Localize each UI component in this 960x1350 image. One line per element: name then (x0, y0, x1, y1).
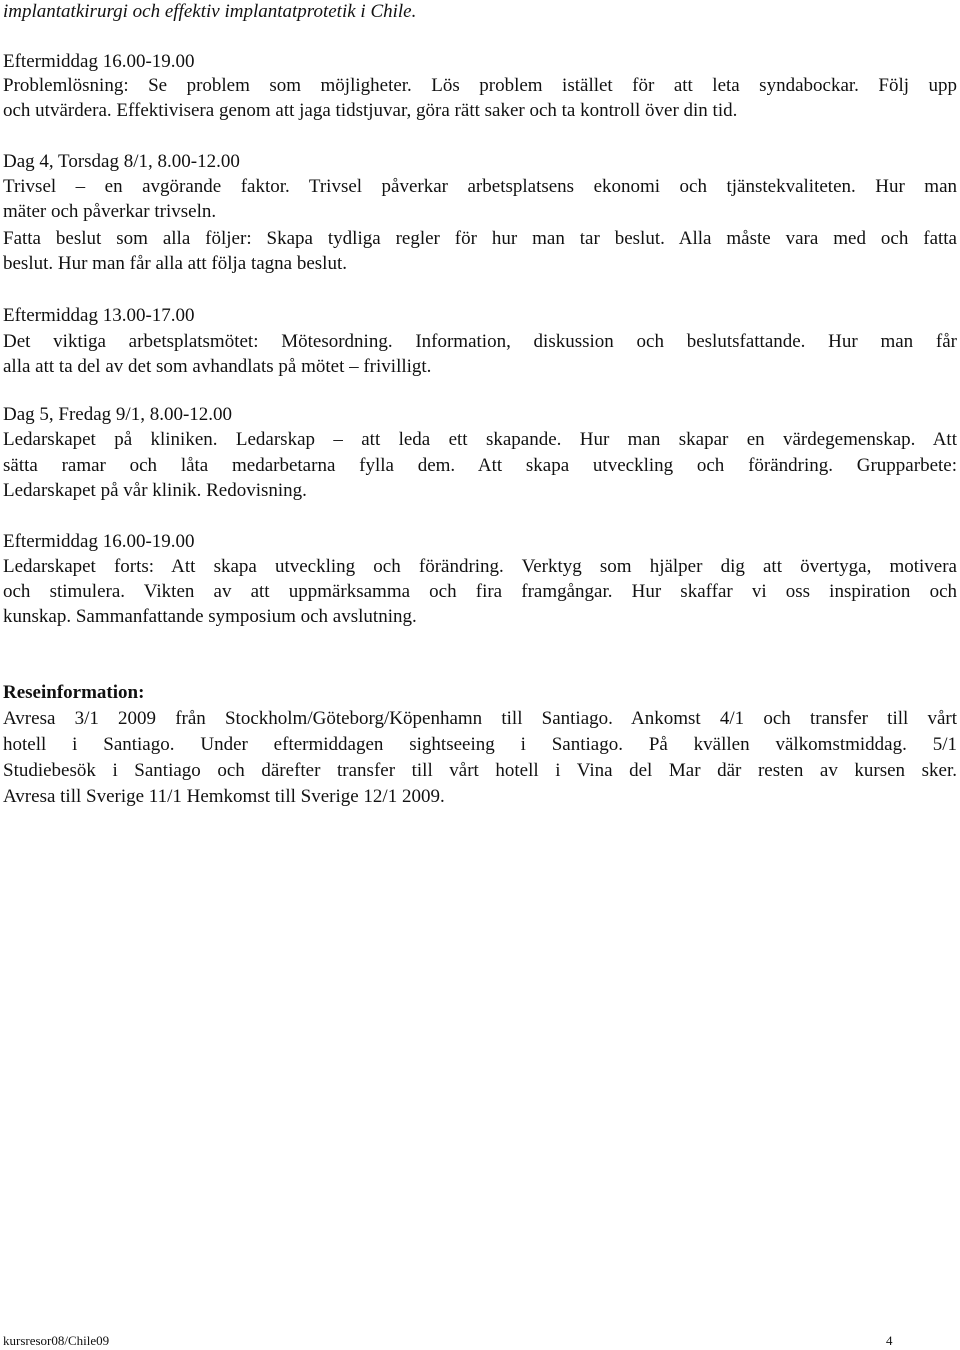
paragraph-line: Det viktiga arbetsplatsmötet: Mötesordning. Information, diskussion och beslutsfattande. Hur man får (3, 331, 957, 352)
paragraph-line: och stimulera. Vikten av att uppmärksamma och fira framgångar. Hur skaffar vi oss inspiration och (3, 581, 957, 602)
paragraph-line: Ledarskapet forts: Att skapa utveckling och förändring. Verktyg som hjälper dig att övertyga, motivera (3, 556, 957, 577)
paragraph-line: Problemlösning: Se problem som möjligheter. Lös problem istället för att leta syndabockar. Följ upp (3, 75, 957, 96)
section-heading: Dag 5, Fredag 9/1, 8.00-12.00 (3, 404, 233, 425)
paragraph-line: och utvärdera. Effektivisera genom att jaga tidstjuvar, göra rätt saker och ta kontroll över din tid. (3, 100, 738, 121)
footer-page-number: 4 (886, 1333, 893, 1348)
paragraph-line: kunskap. Sammanfattande symposium och avslutning. (3, 606, 417, 627)
paragraph-line: Studiebesök i Santiago och därefter transfer till vårt hotell i Vina del Mar där resten av kursen sker. (3, 760, 957, 781)
section-heading: Eftermiddag 13.00-17.00 (3, 305, 195, 326)
section-heading: Eftermiddag 16.00-19.00 (3, 531, 195, 552)
intro-line: implantatkirurgi och effektiv implantatprotetik i Chile. (3, 1, 417, 22)
paragraph-line: beslut. Hur man får alla att följa tagna beslut. (3, 253, 347, 274)
paragraph-line: sätta ramar och låta medarbetarna fylla dem. Att skapa utveckling och förändring. Grupparbete: (3, 455, 957, 476)
paragraph-line: Avresa 3/1 2009 från Stockholm/Göteborg/Köpenhamn till Santiago. Ankomst 4/1 och transfer till vårt (3, 708, 957, 729)
paragraph-line: alla att ta del av det som avhandlats på mötet – frivilligt. (3, 356, 432, 377)
paragraph-line: hotell i Santiago. Under eftermiddagen sightseeing i Santiago. På kvällen välkomstmiddag. 5/1 (3, 734, 957, 755)
paragraph-line: Avresa till Sverige 11/1 Hemkomst till Sverige 12/1 2009. (3, 786, 445, 807)
paragraph-line: mäter och påverkar trivseln. (3, 201, 217, 222)
footer-filename: kursresor08/Chile09 (3, 1333, 110, 1348)
paragraph-line: Ledarskapet på vår klinik. Redovisning. (3, 480, 307, 501)
paragraph-line: Fatta beslut som alla följer: Skapa tydliga regler för hur man tar beslut. Alla måste vara med och fatta (3, 228, 957, 249)
section-heading: Reseinformation: (3, 682, 145, 703)
paragraph-line: Ledarskapet på kliniken. Ledarskap – att leda ett skapande. Hur man skapar en värdegemenskap. Att (3, 429, 957, 450)
paragraph-line: Trivsel – en avgörande faktor. Trivsel påverkar arbetsplatsens ekonomi och tjänstekvaliteten. Hur man (3, 176, 957, 197)
section-heading: Dag 4, Torsdag 8/1, 8.00-12.00 (3, 151, 240, 172)
section-heading: Eftermiddag 16.00-19.00 (3, 51, 195, 72)
